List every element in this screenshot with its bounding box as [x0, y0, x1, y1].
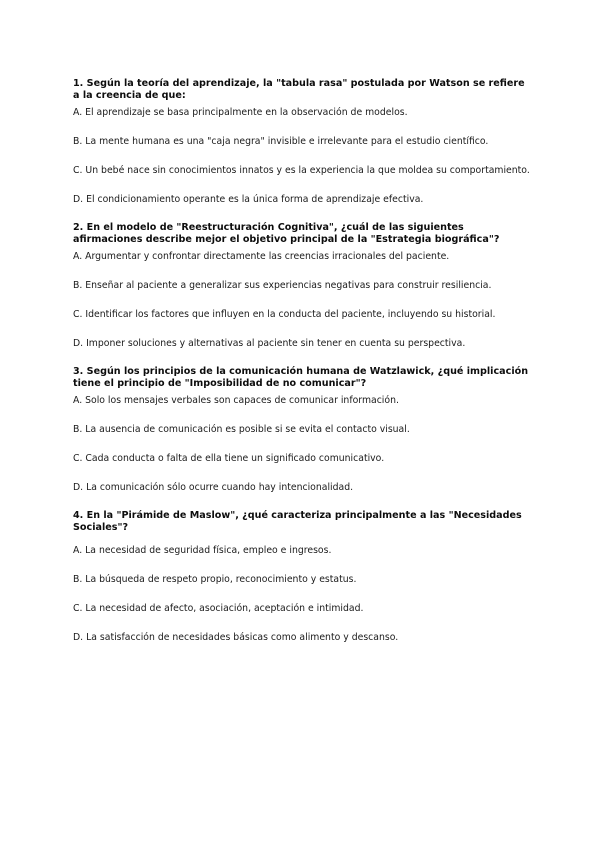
- option-a: A. Argumentar y confrontar directamente las creencias irracionales del paciente.: [73, 251, 450, 262]
- option-a: A. La necesidad de seguridad física, empleo e ingresos.: [73, 545, 332, 556]
- question-title: 1. Según la teoría del aprendizaje, la "tabula rasa" postulada por Watson se refiere a la creencia de que:: [73, 78, 525, 101]
- question-4: [73, 510, 533, 644]
- option-d: D. El condicionamiento operante es la única forma de aprendizaje efectiva.: [73, 194, 424, 205]
- question-3: [73, 366, 533, 494]
- option-c: C. Cada conducta o falta de ella tiene un significado comunicativo.: [73, 453, 385, 464]
- option-b: B. La mente humana es una "caja negra" invisible e irrelevante para el estudio científico.: [73, 136, 489, 147]
- option-b: B. Enseñar al paciente a generalizar sus experiencias negativas para construir resiliencia.: [73, 280, 492, 291]
- question-1: [73, 78, 533, 206]
- question-title: 2. En el modelo de "Reestructuración Cognitiva", ¿cuál de las siguientes afirmaciones describe mejor el objetivo principal de la "Estrategia biográfica"?: [73, 222, 500, 245]
- option-a: A. El aprendizaje se basa principalmente en la observación de modelos.: [73, 107, 408, 118]
- option-b: B. La ausencia de comunicación es posible si se evita el contacto visual.: [73, 424, 410, 435]
- question-2: [73, 222, 533, 350]
- option-a: A. Solo los mensajes verbales son capaces de comunicar información.: [73, 395, 399, 406]
- option-d: D. Imponer soluciones y alternativas al paciente sin tener en cuenta su perspectiva.: [73, 338, 466, 349]
- question-title: 4. En la "Pirámide de Maslow", ¿qué caracteriza principalmente a las "Necesidades Sociales"?: [73, 510, 522, 533]
- question-title: 3. Según los principios de la comunicación humana de Watzlawick, ¿qué implicación tiene el principio de "Imposibilidad de no comunicar"?: [73, 366, 529, 389]
- option-c: C. Identificar los factores que influyen en la conducta del paciente, incluyendo su historial.: [73, 309, 496, 320]
- option-d: D. La comunicación sólo ocurre cuando hay intencionalidad.: [73, 482, 354, 493]
- option-c: C. La necesidad de afecto, asociación, aceptación e intimidad.: [73, 603, 364, 614]
- option-b: B. La búsqueda de respeto propio, reconocimiento y estatus.: [73, 574, 357, 585]
- option-c: C. Un bebé nace sin conocimientos innatos y es la experiencia la que moldea su comportamiento.: [73, 165, 530, 176]
- option-d: D. La satisfacción de necesidades básicas como alimento y descanso.: [73, 632, 399, 643]
